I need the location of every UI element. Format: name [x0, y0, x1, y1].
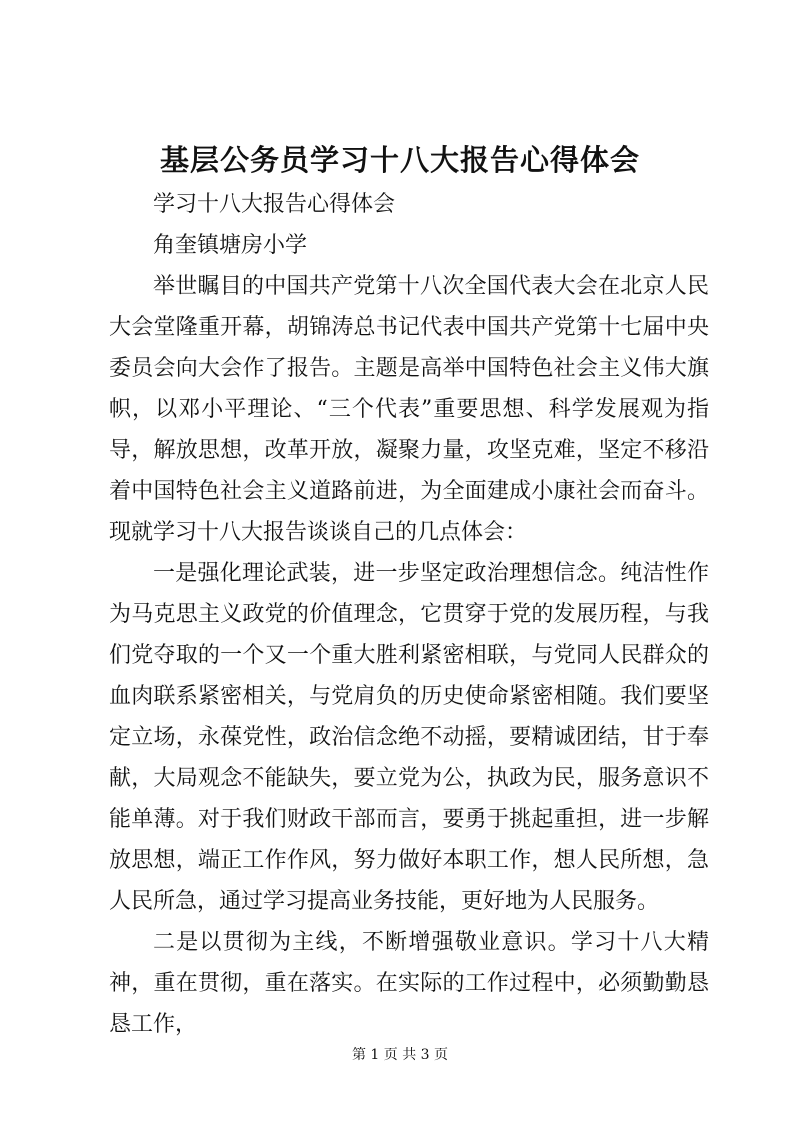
- page-footer: [0, 1045, 800, 1065]
- paragraph-point-two: 二是以贯彻为主线，不断增强敬业意识。学习十八大精神，重在贯彻，重在落实。在实际的工作过程中，必须勤勤恳恳工作，: [109, 930, 709, 1037]
- page-number: 第 1 页 共 3 页: [351, 1047, 449, 1063]
- document-title: 基层公务员学习十八大报告心得体会: [159, 143, 640, 177]
- document-body: [109, 184, 709, 1045]
- subtitle-line: 学习十八大报告心得体会: [153, 192, 396, 217]
- paragraph-point-one: 一是强化理论武装，进一步坚定政治理想信念。纯洁性作为马克思主义政党的价值理念，它贯穿于党的发展历程，与我们党夺取的一个又一个重大胜利紧密相联，与党同人民群众的血肉联系紧密相关，与党肩负的历史使命紧密相随。我们要坚定立场，永葆党性，政治信念绝不动摇，要精诚团结，甘于奉献，大局观念不能缺失，要立党为公，执政为民，服务意识不能单薄。对于我们财政干部而言，要勇于挑起重担，进一步解放思想，端正工作作风，努力做好本职工作，想人民所想，急人民所急，通过学习提高业务技能，更好地为人民服务。: [109, 561, 709, 914]
- paragraph-intro: 举世瞩目的中国共产党第十八次全国代表大会在北京人民大会堂隆重开幕，胡锦涛总书记代表中国共产党第十七届中央委员会向大会作了报告。主题是高举中国特色社会主义伟大旗帜，以邓小平理论、“三个代表”重要思想、科学发展观为指导，解放思想，改革开放，凝聚力量，攻坚克难，坚定不移沿着中国特色社会主义道路前进，为全面建成小康社会而奋斗。现就学习十八大报告谈谈自己的几点体会：: [109, 274, 709, 545]
- author-line: 角奎镇塘房小学: [153, 233, 308, 258]
